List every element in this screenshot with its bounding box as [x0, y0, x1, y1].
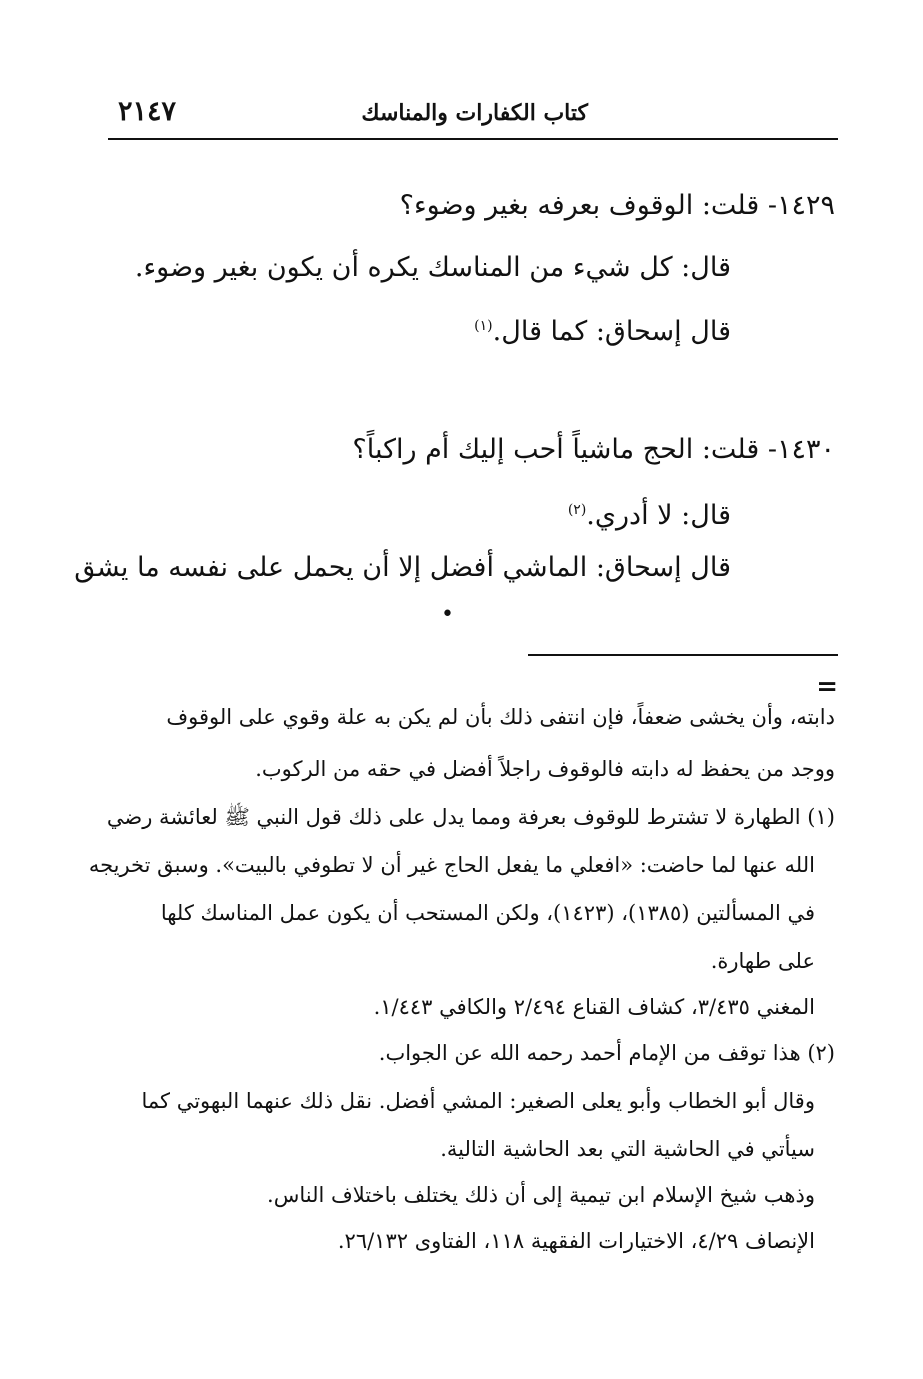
entry-1430-answer: [568, 490, 731, 536]
footnote-ref-2: (٢): [567, 502, 587, 518]
footnote-2-sources: الإنصاف ٤/٢٩، الاختيارات الفقهية ١١٨، الفتاوى ٢٦/١٣٢.: [337, 1229, 815, 1253]
footnote-2-line-4: وذهب شيخ الإسلام ابن تيمية إلى أن ذلك يختلف باختلاف الناس.: [267, 1183, 815, 1207]
footnote-1-line-2: الله عنها لما حاضت: «افعلي ما يفعل الحاج غير أن لا تطوفي بالبيت». وسبق تخريجه: [88, 853, 815, 877]
running-header-title: كتاب الكفارات والمناسك: [361, 100, 588, 126]
footnote-1-sources: المغني ٣/٤٣٥، كشاف القناع ٢/٤٩٤ والكافي ١/٤٤٣.: [373, 995, 815, 1019]
footnote-continued-line-1: دابته، وأن يخشى ضعفاً، فإن انتفى ذلك بأن لم يكن به علة وقوي على الوقوف: [166, 705, 835, 729]
footnote-1-line-3: في المسألتين (١٣٨٥)، (١٤٢٣)، ولكن المستحب أن يكون عمل المناسك كلها: [160, 901, 815, 925]
footnote-2-line-2: وقال أبو الخطاب وأبو يعلى الصغير: المشي أفضل. نقل ذلك عنهما البهوتي كما: [141, 1089, 815, 1113]
entry-1430-question: ١٤٣٠- قلت: الحج ماشياً أحب إليك أم راكباً؟: [352, 434, 835, 465]
footnote-continued-line-2: ووجد من يحفظ له دابته فالوقوف راجلاً أفضل في حقه من الركوب.: [255, 757, 835, 781]
footnote-2-line-3: سيأتي في الحاشية التي بعد الحاشية التالية.: [440, 1137, 815, 1161]
entry-1429-ishaq-text: قال إسحاق: كما قال.: [492, 316, 731, 347]
entry-1429-question: ١٤٢٩- قلت: الوقوف بعرفه بغير وضوء؟: [399, 190, 835, 221]
entry-1429-ishaq: [474, 306, 731, 352]
page-number: ٢١٤٧: [118, 96, 177, 127]
entry-1430-answer-text: قال: لا أدري.: [586, 500, 731, 531]
body-dot: •: [441, 602, 454, 627]
entry-1430-ishaq: قال إسحاق: الماشي أفضل إلا أن يحمل على نفسه ما يشق: [74, 552, 731, 583]
continuation-mark: =: [816, 672, 838, 702]
footnote-separator: [528, 654, 838, 656]
footnote-ref-1: (١): [474, 318, 493, 334]
entry-1429-answer: قال: كل شيء من المناسك يكره أن يكون بغير وضوء.: [134, 252, 731, 283]
footnote-1-line-1: (١) الطهارة لا تشترط للوقوف بعرفة ومما يدل على ذلك قول النبي ﷺ لعائشة رضي: [106, 805, 835, 829]
header-rule: [108, 138, 838, 140]
footnote-2-line-1: (٢) هذا توقف من الإمام أحمد رحمه الله عن الجواب.: [378, 1041, 835, 1065]
footnote-1-line-4: على طهارة.: [710, 949, 815, 973]
